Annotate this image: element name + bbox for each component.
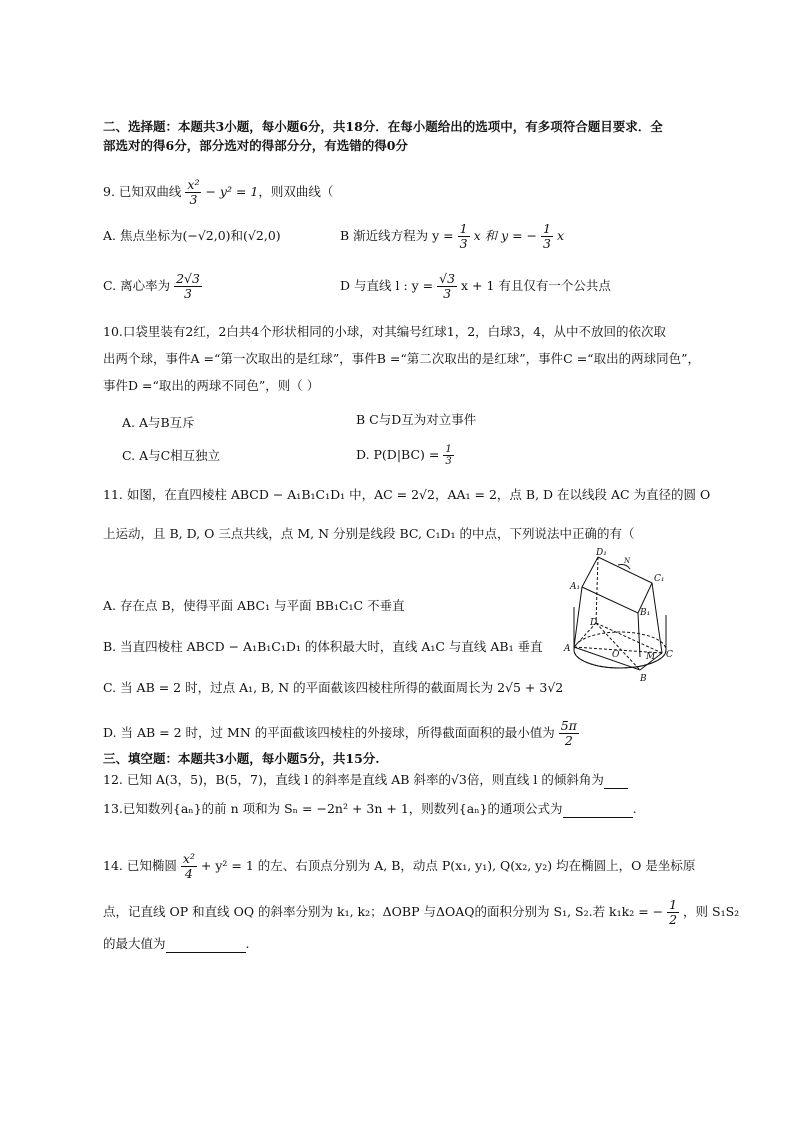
q14-line2-frac-den: 2	[669, 912, 678, 927]
q14-line3	[103, 935, 250, 953]
section3-title: 三、填空题：本题共3小题，每小题5分，共15分.	[103, 751, 380, 766]
q13-question	[103, 800, 637, 818]
label-d1: D₁	[596, 548, 607, 558]
q9-optc-frac-num: 2√3	[176, 271, 200, 286]
section2-title-cont: 部选对的得6分，部分选对的得部分分，有选错的得0分	[103, 138, 408, 153]
label-c: C	[666, 650, 673, 660]
q9-option-d	[340, 272, 611, 301]
label-n: N	[624, 557, 631, 565]
q14-mid: + y² = 1 的左、右顶点分别为 A, B，动点 P(x₁, y₁), Q(x₂, y₂) 均在椭圆上，O 是坐标原	[200, 858, 696, 873]
q9-option-c	[103, 272, 202, 301]
q14-frac	[181, 852, 197, 881]
q14-line2	[103, 898, 739, 927]
q9-optb-prefix: B 渐近线方程为 y =	[340, 228, 454, 243]
q10-option-b: B C与D互为对立事件	[356, 412, 477, 427]
q9-stem-prefix: 9. 已知双曲线	[103, 184, 182, 199]
q9-optb-frac2-den: 3	[543, 236, 551, 251]
label-d: D	[590, 618, 598, 628]
q9-optd-suffix: x + 1 有且仅有一个公共点	[461, 278, 611, 293]
q9-option-b	[340, 222, 564, 251]
label-b1: B₁	[640, 608, 651, 618]
q10-optd-prefix: D. P(D|BC) =	[356, 447, 440, 462]
q14-frac-den: 4	[184, 866, 193, 881]
q9-optb-frac1-num: 1	[459, 221, 468, 236]
q9-optc-prefix: C. 离心率为	[103, 278, 171, 293]
q11-optd-frac-den: 2	[564, 733, 573, 748]
q14-prefix: 14. 已知椭圆	[103, 858, 177, 873]
q9-frac-den: 3	[189, 192, 198, 207]
q10-line2: 出两个球，事件A =“第一次取出的是红球”，事件B =“第二次取出的是红球”，事件C =“取出的两球同色”，	[103, 351, 700, 366]
q11-optd-frac-num: 5π	[560, 718, 577, 733]
q11-optd-prefix: D. 当 AB = 2 时，过 MN 的平面截该四棱柱的外接球，所得截面面积的最小值为	[103, 725, 555, 740]
q11-optd-frac	[559, 719, 579, 748]
q9-stem-eq: − y² = 1	[205, 184, 259, 199]
q9-optb-frac2	[541, 222, 553, 251]
q9-frac-num: x²	[187, 177, 200, 192]
q10-optd-frac-den: 3	[445, 456, 452, 467]
q11-option-c: C. 当 AB = 2 时，过点 A₁, B, N 的平面截该四棱柱所得的截面周长为 2√5 + 3√2	[103, 680, 564, 695]
q9-optc-frac	[174, 272, 202, 301]
prism-figure	[560, 545, 690, 695]
q14-answer-blank[interactable]	[166, 952, 246, 953]
q9-optb-suffix: x	[556, 228, 565, 243]
q9-optc-frac-den: 3	[184, 286, 192, 301]
q13-end: .	[632, 801, 637, 816]
q11-option-d	[103, 719, 579, 748]
q11-line1: 11. 如图，在直四棱柱 ABCD − A₁B₁C₁D₁ 中，AC = 2√2，AA₁ = 2，点 B, D 在以线段 AC 为直径的圆 O	[103, 487, 711, 502]
q9-optb-frac1	[458, 222, 470, 251]
section2-title: 二、选择题：本题共3小题，每小题6分，共18分．在每小题给出的选项中，有多项符合题目要求．全	[103, 119, 663, 134]
label-m: M	[646, 652, 656, 662]
q14-line2-frac	[667, 898, 679, 927]
q12-text: 12. 已知 A(3，5)，B(5，7)，直线 l 的斜率是直线 AB 斜率的√3倍，则直线 l 的倾斜角为	[103, 772, 604, 787]
q14-line1	[103, 852, 695, 881]
q10-line3: 事件D =“取出的两球不同色”，则（ ）	[103, 378, 320, 393]
label-a1: A₁	[570, 582, 581, 592]
q12-answer-blank[interactable]	[604, 788, 628, 789]
q10-option-c: C. A与C相互独立	[122, 448, 221, 463]
q9-optd-frac-den: 3	[443, 286, 452, 301]
q10-optd-frac-num: 1	[445, 444, 452, 455]
q10-option-d	[356, 444, 454, 467]
q9-option-a: A. 焦点坐标为(−√2,0)和(√2,0)	[103, 228, 281, 243]
q9-optb-mid: x 和 y = −	[473, 228, 538, 243]
q14-line3-text: 的最大值为	[103, 936, 166, 951]
q9-optb-frac2-num: 1	[543, 221, 551, 236]
q14-line2-suffix: ，则 S₁S₂	[683, 904, 740, 919]
q9-optd-prefix: D 与直线 l : y =	[340, 278, 434, 293]
label-c1: C₁	[654, 574, 665, 584]
q10-option-a: A. A与B互斥	[122, 415, 195, 430]
q14-frac-num: x²	[182, 851, 195, 866]
q11-option-a: A. 存在点 B，使得平面 ABC₁ 与平面 BB₁C₁C 不垂直	[103, 598, 405, 613]
q9-stem	[103, 178, 333, 207]
label-a: A	[564, 644, 571, 654]
q11-line2: 上运动，且 B, D, O 三点共线，点 M, N 分别是线段 BC, C₁D₁ 的中点，下列说法中正确的有（	[103, 526, 635, 541]
q11-option-b: B. 当直四棱柱 ABCD − A₁B₁C₁D₁ 的体积最大时，直线 A₁C 与直线 AB₁ 垂直	[103, 639, 543, 654]
q9-stem-fraction	[185, 178, 201, 207]
q10-line1: 10.口袋里装有2红，2白共4个形状相同的小球，对其编号红球1，2，白球3，4，从中不放回的依次取	[103, 324, 667, 339]
q14-line2-prefix: 点，记直线 OP 和直线 OQ 的斜率分别为 k₁, k₂；ΔOBP 与ΔOAQ的面积分别为 S₁, S₂.若 k₁k₂ = −	[103, 904, 664, 919]
label-b: B	[640, 674, 647, 684]
q9-optd-frac	[437, 272, 457, 301]
q10-optd-frac	[443, 444, 453, 467]
q9-optd-frac-num: √3	[439, 271, 456, 286]
q12-question	[103, 771, 628, 789]
q13-answer-blank[interactable]	[563, 817, 633, 818]
q13-text: 13.已知数列{aₙ}的前 n 项和为 Sₙ = −2n² + 3n + 1，则数列{aₙ}的通项公式为	[103, 801, 563, 816]
q14-end: .	[245, 936, 250, 951]
label-o: O	[612, 650, 620, 660]
q9-optb-frac1-den: 3	[459, 236, 468, 251]
q9-stem-suffix: ，则双曲线（	[258, 184, 334, 199]
q14-line2-frac-num: 1	[669, 897, 678, 912]
